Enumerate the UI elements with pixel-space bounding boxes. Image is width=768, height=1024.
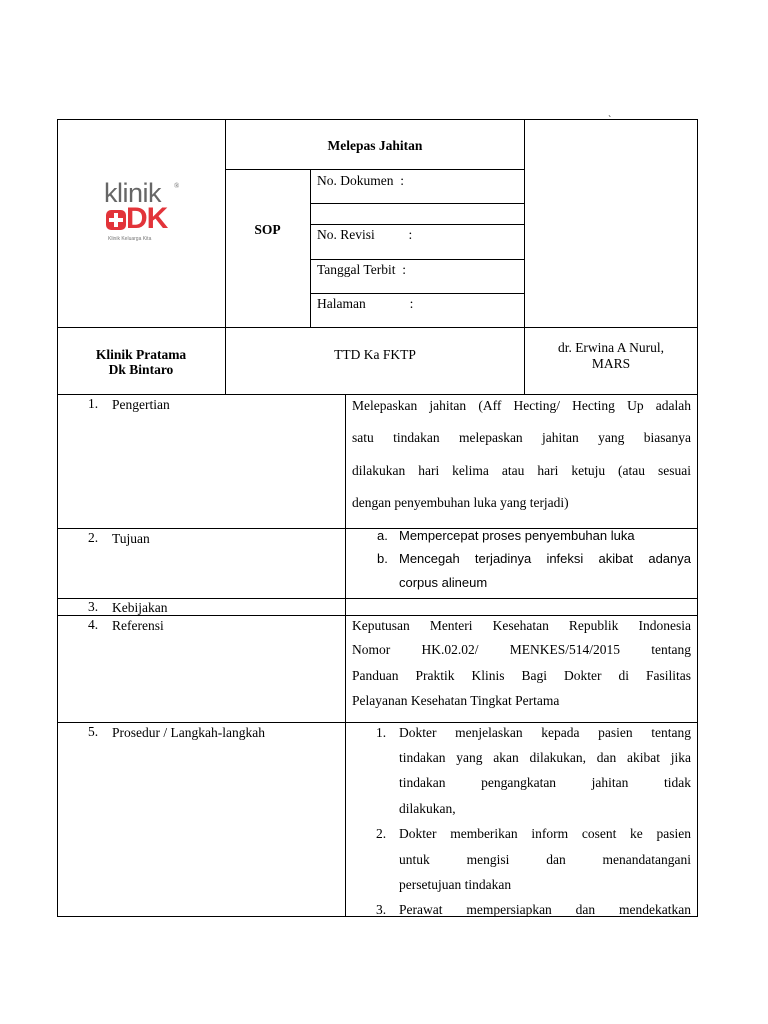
prosedur-step-line: persetujuan tindakan <box>399 877 512 892</box>
document-title: Melepas Jahitan <box>327 138 423 153</box>
field-no-revisi: No. Revisi : <box>317 227 413 242</box>
prosedur-step-line: Dokter memberikan inform cosent ke pasien <box>399 826 691 841</box>
logo-tagline: Klinik Keluarga Kita <box>108 236 152 242</box>
pengertian-line: Melepaskan jahitan (Aff Hecting/ Hecting Up adalah <box>352 398 691 413</box>
prosedur-step-line: tindakan pengangkatan jahitan tidak <box>399 775 691 790</box>
section-label-referensi: Referensi <box>112 618 164 633</box>
prosedur-step-line: untuk mengisi dan menandatangani <box>399 852 691 867</box>
signature-label: TTD Ka FKTP <box>334 347 416 362</box>
prosedur-step-line: Dokter menjelaskan kepada pasien tentang <box>399 725 691 740</box>
field-tanggal-terbit: Tanggal Terbit : <box>317 262 406 277</box>
logo-mark: DK <box>126 202 168 235</box>
clinic-name-line1: Klinik Pratama <box>95 347 187 362</box>
pengertian-line: dengan penyembuhan luka yang terjadi) <box>352 495 569 510</box>
section-number: 4. <box>88 617 99 632</box>
prosedur-step-line: dilakukan, <box>399 801 456 816</box>
clinic-name-line2: Dk Bintaro <box>108 362 174 377</box>
field-no-dokumen: No. Dokumen : <box>317 173 404 188</box>
prosedur-step-marker: 1. <box>376 725 387 740</box>
tujuan-marker: a. <box>377 528 388 543</box>
prosedur-step-marker: 3. <box>376 902 387 917</box>
medical-cross-icon <box>106 210 126 230</box>
section-number: 1. <box>88 396 99 411</box>
pengertian-line: dilakukan hari kelima atau hari ketuju (atau sesuai <box>352 463 691 478</box>
referensi-line: Panduan Praktik Klinis Bagi Dokter di Fasilitas <box>352 668 691 683</box>
section-label-prosedur: Prosedur / Langkah-langkah <box>112 725 265 740</box>
referensi-line: Pelayanan Kesehatan Tingkat Pertama <box>352 693 560 708</box>
tujuan-item-line: Mencegah terjadinya infeksi akibat adanya <box>399 551 691 566</box>
tujuan-item-line: corpus alineum <box>399 575 488 590</box>
signer-name-line2: MARS <box>591 356 631 371</box>
field-halaman: Halaman : <box>317 296 414 311</box>
prosedur-step-line: Perawat mempersiapkan dan mendekatkan <box>399 902 691 917</box>
prosedur-step-line: tindakan yang akan dilakukan, dan akibat jika <box>399 750 691 765</box>
clinic-logo <box>104 178 182 250</box>
sop-label: SOP <box>254 222 281 237</box>
section-label-kebijakan: Kebijakan <box>112 600 168 615</box>
section-number: 3. <box>88 599 99 614</box>
logo-word: klinik <box>104 178 162 208</box>
section-number: 2. <box>88 530 99 545</box>
pengertian-line: satu tindakan melepaskan jahitan yang biasanya <box>352 430 691 445</box>
prosedur-step-marker: 2. <box>376 826 387 841</box>
referensi-line: Keputusan Menteri Kesehatan Republik Indonesia <box>352 618 691 633</box>
tujuan-marker: b. <box>377 551 388 566</box>
section-number: 5. <box>88 724 99 739</box>
section-label-pengertian: Pengertian <box>112 397 170 412</box>
registered-mark-icon: ® <box>174 182 180 190</box>
signer-name-line1: dr. Erwina A Nurul, <box>557 340 665 355</box>
section-label-tujuan: Tujuan <box>112 531 150 546</box>
tujuan-item-line: Mempercepat proses penyembuhan luka <box>399 528 635 543</box>
referensi-line: Nomor HK.02.02/ MENKES/514/2015 tentang <box>352 642 691 657</box>
tick-mark: ` <box>608 115 612 126</box>
